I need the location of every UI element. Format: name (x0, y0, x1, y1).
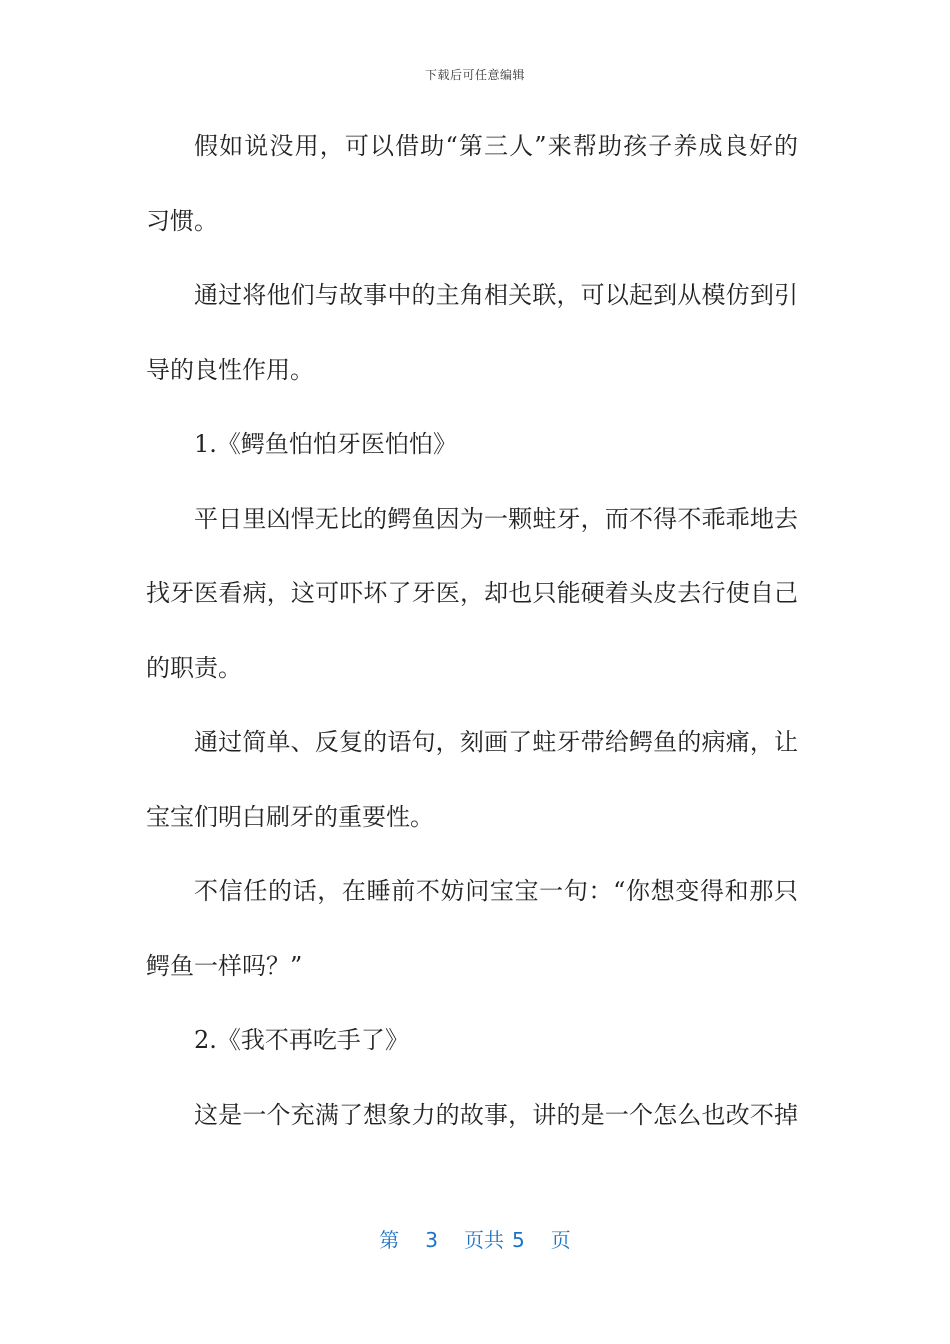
section-heading: 1.《鳄鱼怕怕牙医怕怕》 (194, 430, 457, 458)
paragraph-line: 不信任的话，在睡前不妨问宝宝一句：“你想变得和那只 (194, 877, 798, 905)
page-header: 下载后可任意编辑 (424, 68, 525, 82)
page-footer (0, 1224, 950, 1253)
footer-prefix: 第 (379, 1228, 400, 1252)
footer-suffix: 页 (550, 1228, 571, 1252)
footer-middle: 页共 (464, 1228, 504, 1252)
paragraph-line: 平日里凶悍无比的鳄鱼因为一颗蛀牙，而不得不乖乖地去 (194, 504, 798, 533)
section-heading: 2.《我不再吃手了》 (194, 1026, 409, 1054)
paragraph-line: 找牙医看病，这可吓坏了牙医，却也只能硬着头皮去行使自己 (146, 579, 798, 607)
paragraph-line: 的职责。 (146, 653, 242, 682)
paragraph-line: 通过将他们与故事中的主角相关联，可以起到从模仿到引 (194, 281, 798, 309)
document-body (146, 120, 798, 1163)
paragraph-line: 通过简单、反复的语句，刻画了蛀牙带给鳄鱼的病痛，让 (194, 728, 798, 756)
total-pages-number: 5 (512, 1228, 525, 1252)
paragraph-line: 导的良性作用。 (146, 355, 314, 384)
current-page-number: 3 (425, 1228, 438, 1252)
paragraph-line: 假如说没用，可以借助“第三人”来帮助孩子养成良好的 (194, 132, 798, 160)
paragraph-line: 宝宝们明白刷牙的重要性。 (146, 802, 434, 831)
paragraph-line: 鳄鱼一样吗？” (146, 951, 303, 980)
paragraph-line: 这是一个充满了想象力的故事，讲的是一个怎么也改不掉 (194, 1100, 798, 1129)
paragraph-line: 习惯。 (146, 206, 218, 235)
